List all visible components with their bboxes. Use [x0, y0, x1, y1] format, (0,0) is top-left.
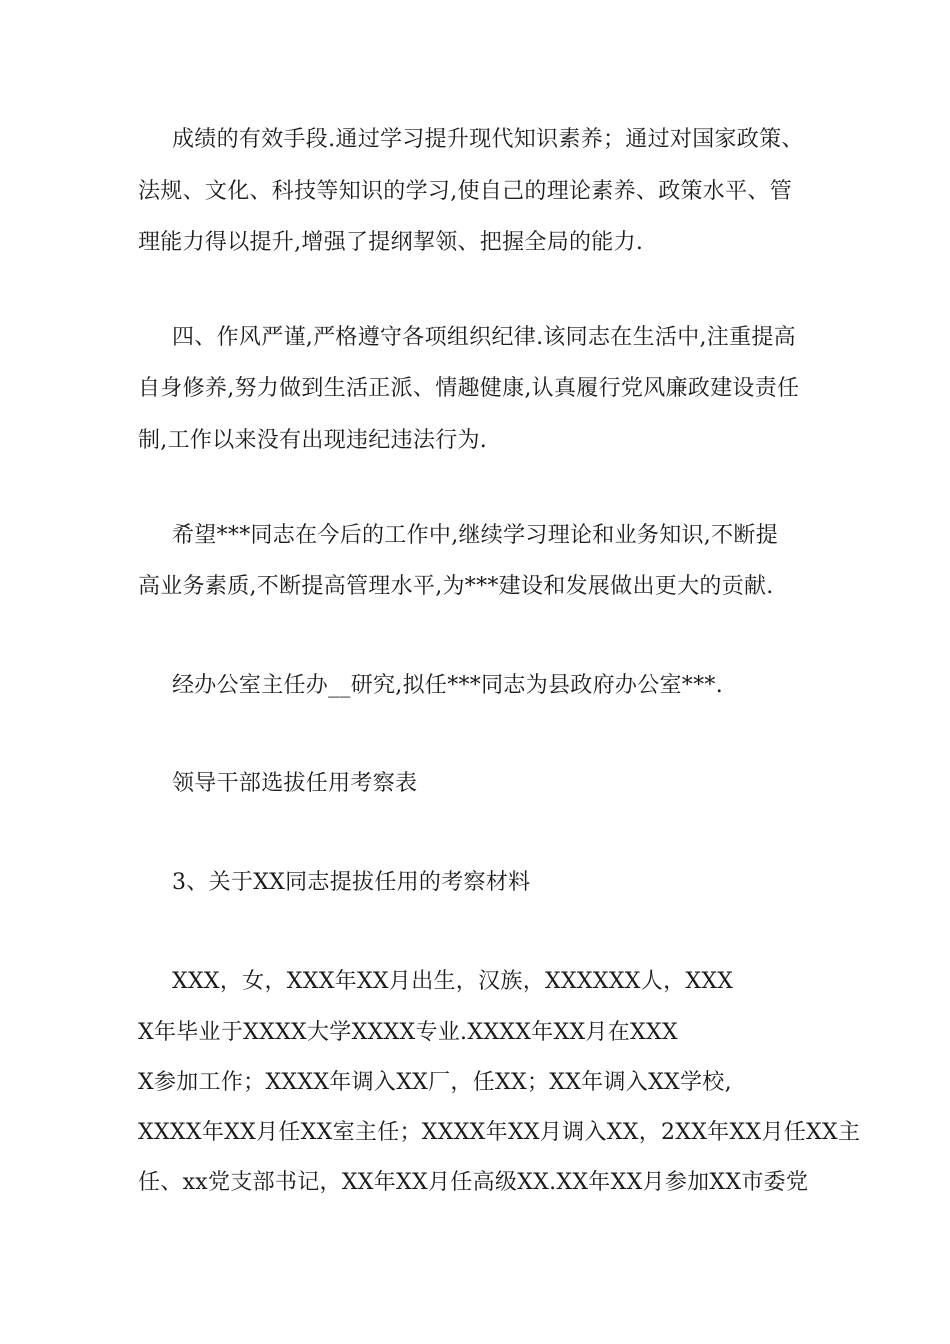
paragraph-line: 经办公室主任办__研究,拟任***同志为县政府办公室***. [172, 673, 723, 698]
paragraph-line: 高业务素质,不断提高管理水平,为***建设和发展做出更大的贡献. [138, 574, 774, 599]
section-heading: 领导干部选拔任用考察表 [172, 771, 418, 796]
paragraph-line: 希望***同志在今后的工作中,继续学习理论和业务知识,不断提 [172, 523, 778, 548]
paragraph-line: XXXX年XX月任XX室主任；XXXX年XX月调入XX，2XX年XX月任XX主 [138, 1120, 861, 1145]
paragraph-line: X参加工作；XXXX年调入XX厂，任XX；XX年调入XX学校, [138, 1070, 732, 1095]
paragraph-line: 成绩的有效手段.通过学习提升现代知识素养；通过对国家政策、 [172, 127, 804, 152]
paragraph-line: 制,工作以来没有出现违纪违法行为. [138, 428, 488, 453]
paragraph-line: 理能力得以提升,增强了提纲挈领、把握全局的能力. [138, 230, 644, 255]
paragraph-line: 任、xx党支部书记，XX年XX月任高级XX.XX年XX月参加XX市委党 [138, 1170, 809, 1195]
paragraph-line: XXX，女，XXX年XX月出生，汉族，XXXXXX人，XXX [172, 969, 734, 994]
paragraph-line: 自身修养,努力做到生活正派、情趣健康,认真履行党风廉政建设责任 [138, 376, 800, 401]
section-heading: 3、关于XX同志提拔任用的考察材料 [172, 870, 531, 895]
paragraph-line: X年毕业于XXXX大学XXXX专业.XXXX年XX月在XXX [138, 1020, 678, 1045]
paragraph-line: 四、作风严谨,严格遵守各项组织纪律.该同志在生活中,注重提高 [172, 325, 796, 350]
paragraph-line: 法规、文化、科技等知识的学习,使自己的理论素养、政策水平、管 [138, 179, 792, 204]
